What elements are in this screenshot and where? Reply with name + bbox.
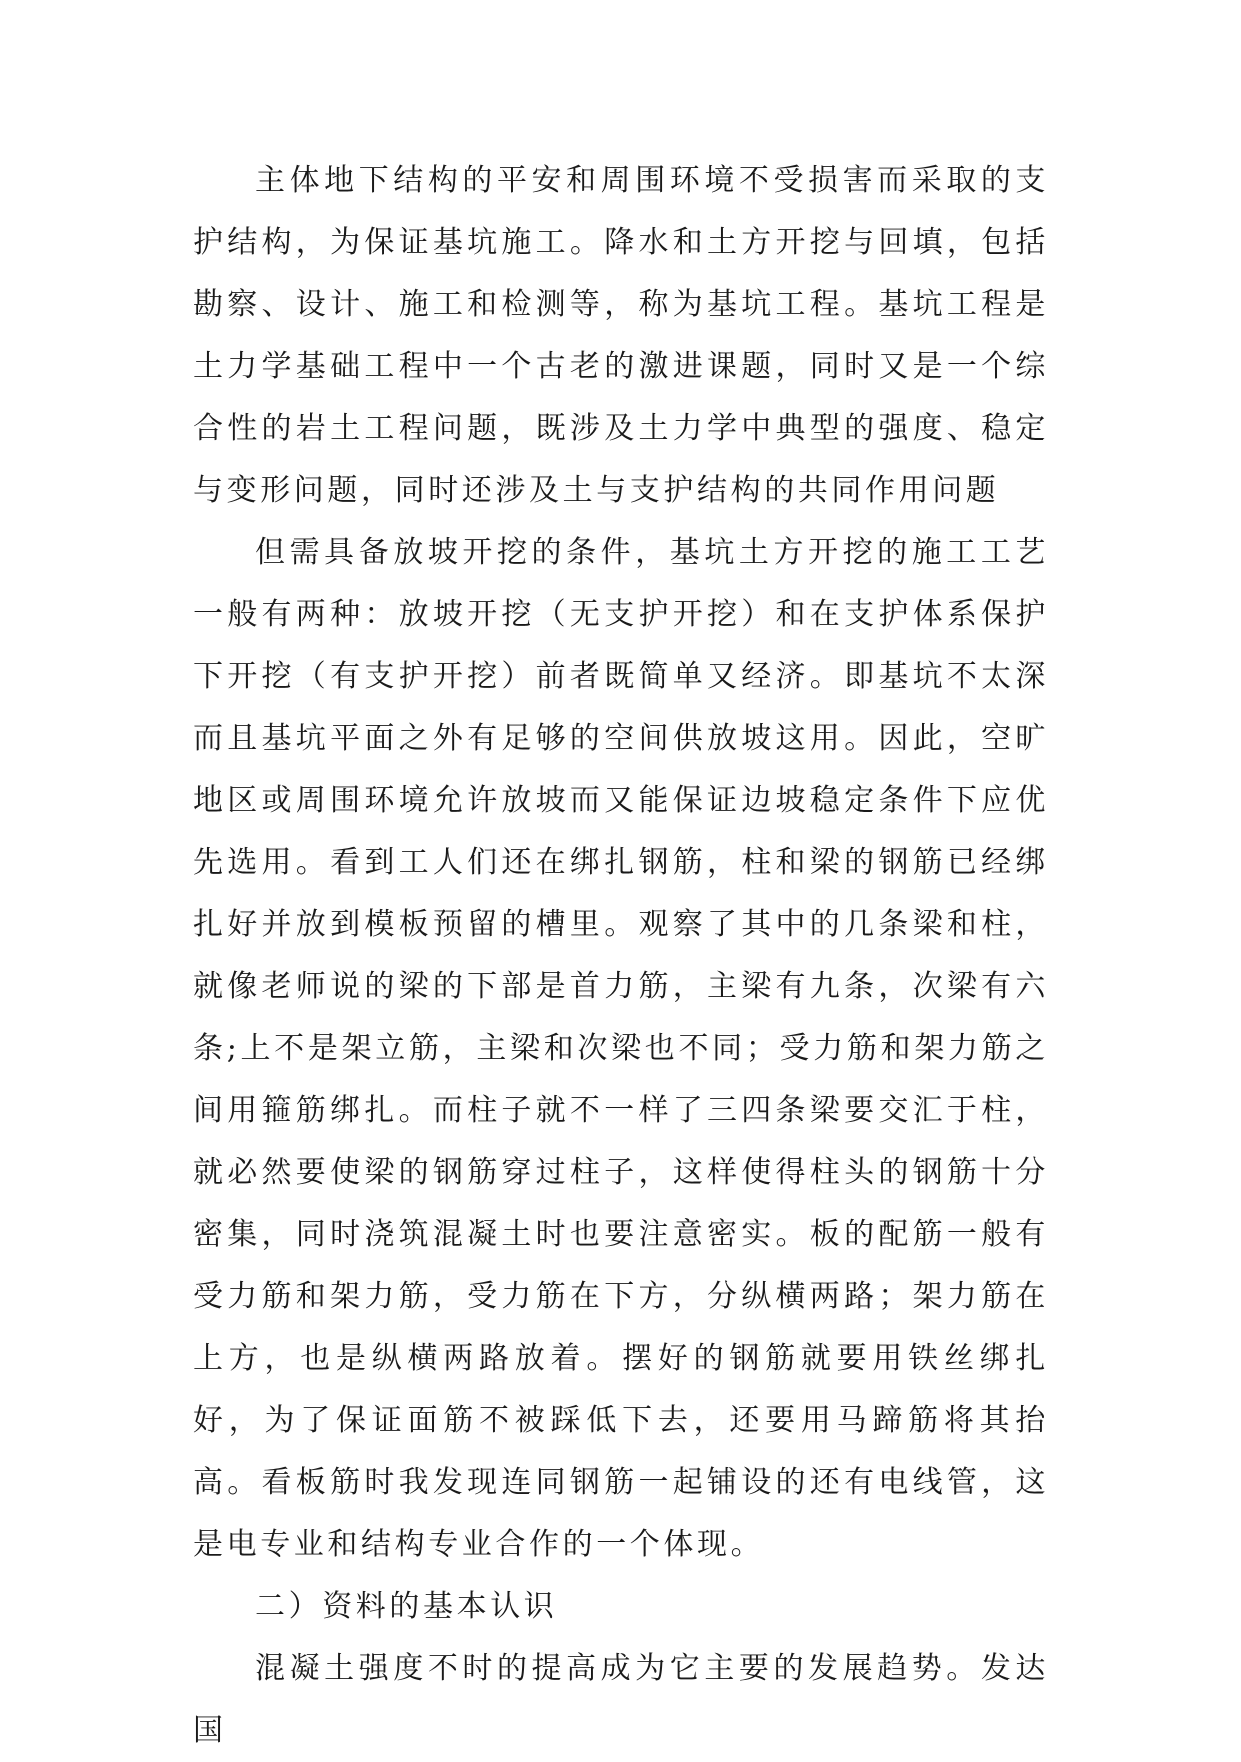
body-text xyxy=(193,150,1049,1762)
paragraph-excavation-rebar: 但需具备放坡开挖的条件，基坑土方开挖的施工工艺一般有两种：放坡开挖（无支护开挖）和在支护体系保护下开挖（有支护开挖）前者既简单又经济。即基坑不太深而且基坑平面之外有足够的空间供放坡这用。因此，空旷地区或周围环境允许放坡而又能保证边坡稳定条件下应优先选用。看到工人们还在绑扎钢筋，柱和梁的钢筋已经绑扎好并放到模板预留的槽里。观察了其中的几条梁和柱，就像老师说的梁的下部是首力筋，主梁有九条，次梁有六条;上不是架立筋，主梁和次梁也不同；受力筋和架力筋之间用箍筋绑扎。而柱子就不一样了三四条梁要交汇于柱，就必然要使梁的钢筋穿过柱子，这样使得柱头的钢筋十分密集，同时浇筑混凝土时也要注意密实。板的配筋一般有受力筋和架力筋，受力筋在下方，分纵横两路；架力筋在上方，也是纵横两路放着。摆好的钢筋就要用铁丝绑扎好，为了保证面筋不被踩低下去，还要用马蹄筋将其抬高。看板筋时我发现连同钢筋一起铺设的还有电线管，这是电专业和结构专业合作的一个体现。 xyxy=(193,535,1049,1562)
paragraph-foundation-pit: 主体地下结构的平安和周围环境不受损害而采取的支护结构，为保证基坑施工。降水和土方开挖与回填，包括勘察、设计、施工和检测等，称为基坑工程。基坑工程是土力学基础工程中一个古老的激进课题，同时又是一个综合性的岩土工程问题，既涉及土力学中典型的强度、稳定与变形问题，同时还涉及土与支护结构的共同作用问题 xyxy=(193,163,1049,508)
section-heading: 二）资料的基本认识 xyxy=(255,1589,558,1624)
paragraph-concrete: 混凝土强度不时的提高成为它主要的发展趋势。发达国 xyxy=(193,1651,1049,1748)
